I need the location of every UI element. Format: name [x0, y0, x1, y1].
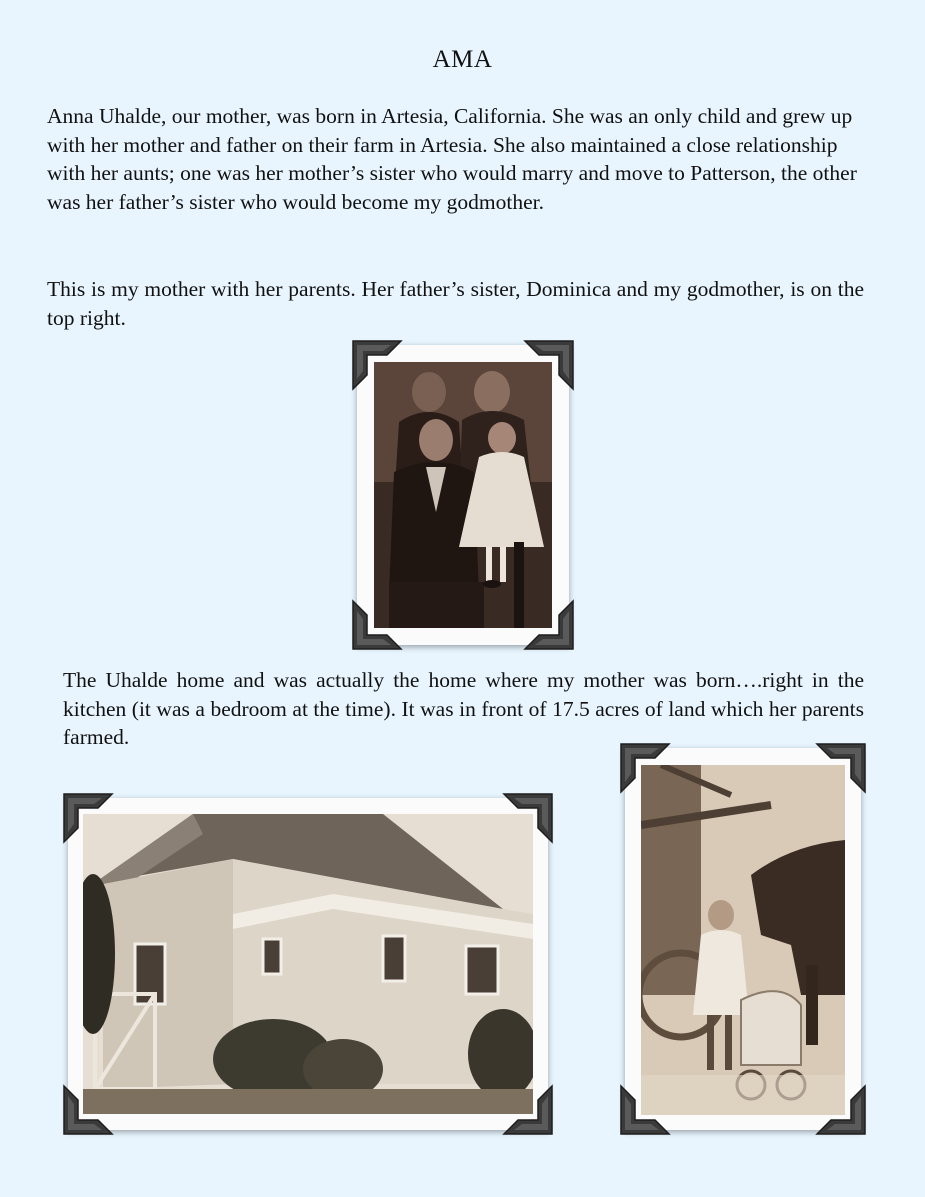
photo-corner-icon — [502, 792, 554, 844]
house-photo-frame — [68, 798, 548, 1130]
girl-photo-frame — [625, 748, 861, 1130]
photo-corner-icon — [62, 1084, 114, 1136]
photo-corner-icon — [815, 1084, 867, 1136]
family-photo-caption: This is my mother with her parents. Her father’s sister, Dominica and my godmother, is on the top right. — [47, 277, 864, 330]
photo-corner-icon — [619, 1084, 671, 1136]
photo-corner-icon — [62, 792, 114, 844]
photo-corner-icon — [523, 599, 575, 651]
photo-corner-icon — [619, 742, 671, 794]
photo-corner-icon — [523, 339, 575, 391]
family-photo-frame — [357, 345, 569, 645]
photo-corner-icon — [815, 742, 867, 794]
intro-paragraph: Anna Uhalde, our mother, was born in Artesia, California. She was an only child and grew up with her mother and father on their farm in Artesia. She also maintained a close relationship with her aunts; one was her mother’s sister who would marry and move to Patterson, the other was her father’s sister who would become my godmother. — [47, 104, 857, 214]
photo-corner-icon — [351, 599, 403, 651]
girl-photo — [641, 765, 845, 1115]
house-photo — [83, 814, 533, 1114]
family-photo — [374, 362, 552, 628]
page-title: AMA — [432, 46, 493, 73]
photo-corner-icon — [351, 339, 403, 391]
house-photo-caption: The Uhalde home and was actually the home where my mother was born….right in the kitchen (it was a bedroom at the time). It was in front of 17.5 acres of land which her parents farmed. — [63, 668, 864, 749]
photo-corner-icon — [502, 1084, 554, 1136]
